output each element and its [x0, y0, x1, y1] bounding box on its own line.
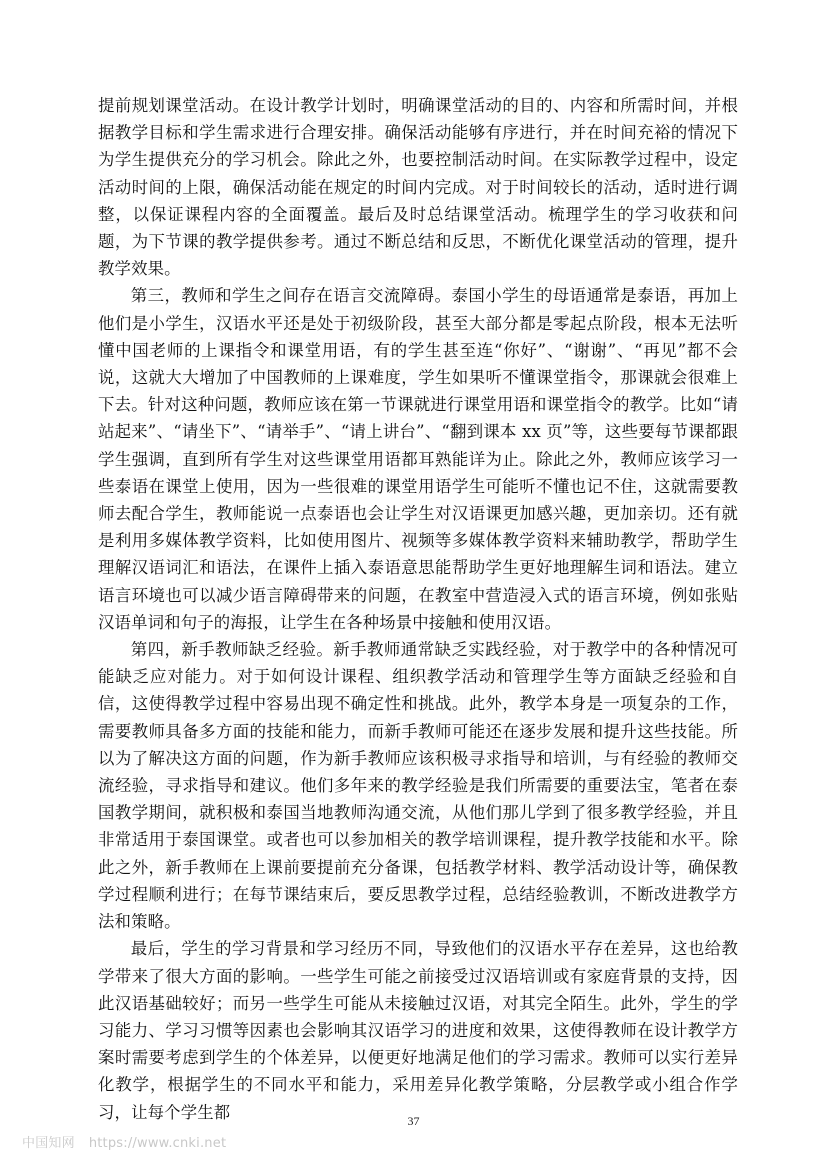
- page-number: 37: [407, 1114, 420, 1128]
- paragraph-4: 最后，学生的学习背景和学习经历不同，导致他们的汉语水平存在差异，这也给教学带来了很大方面的影响。一些学生可能之前接受过汉语培训或有家庭背景的支持，因此汉语基础较好；而另一些学生可能从未接触过汉语，对其完全陌生。此外，学生的学习能力、学习习惯等因素也会影响其汉语学习的进度和效果，这使得教师在设计教学方案时需要考虑到学生的个体差异，以便更好地满足他们的学习需求。教师可以实行差异化教学，根据学生的不同水平和能力，采用差异化教学策略，分层教学或小组合作学习，让每个学生都: [98, 939, 738, 1122]
- paragraph-1: 提前规划课堂活动。在设计教学计划时，明确课堂活动的目的、内容和所需时间，并根据教学目标和学生需求进行合理安排。确保活动能够有序进行，并在时间充裕的情况下为学生提供充分的学习机会。除此之外，也要控制活动时间。在实际教学过程中，设定活动时间的上限，确保活动能在规定的时间内完成。对于时间较长的活动，适时进行调整，以保证课程内容的全面覆盖。最后及时总结课堂活动。梳理学生的学习收获和问题，为下节课的教学提供参考。通过不断总结和反思，不断优化课堂活动的管理，提升教学效果。: [98, 96, 738, 279]
- watermark: [22, 1132, 226, 1151]
- body-text: [98, 92, 738, 1126]
- watermark-url: https://www.cnki.net: [88, 1136, 227, 1151]
- paragraph-3: 第四，新手教师缺乏经验。新手教师通常缺乏实践经验，对于教学中的各种情况可能缺乏应对能力。对于如何设计课程、组织教学活动和管理学生等方面缺乏经验和自信，这使得教学过程中容易出现不确定性和挑战。此外，教学本身是一项复杂的工作，需要教师具备多方面的技能和能力，而新手教师可能还在逐步发展和提升这些技能。所以为了解决这方面的问题，作为新手教师应该积极寻求指导和培训，与有经验的教师交流经验，寻求指导和建议。他们多年来的教学经验是我们所需要的重要法宝，笔者在泰国教学期间，就积极和泰国当地教师沟通交流，从他们那儿学到了很多教学经验，并且非常适用于泰国课堂。或者也可以参加相关的教学培训课程，提升教学技能和水平。除此之外，新手教师在上课前要提前充分备课，包括教学材料、教学活动设计等，确保教学过程顺利进行；在每节课结束后，要反思教学过程，总结经验教训，不断改进教学方法和策略。: [98, 640, 738, 932]
- watermark-brand: 中国知网: [22, 1136, 75, 1151]
- paragraph-2: 第三，教师和学生之间存在语言交流障碍。泰国小学生的母语通常是泰语，再加上他们是小学生，汉语水平还是处于初级阶段，甚至大部分都是零起点阶段，根本无法听懂中国老师的上课指令和课堂用语，有的学生甚至连“你好”、“谢谢”、“再见”都不会说，这就大大增加了中国教师的上课难度，学生如果听不懂课堂指令，那课就会很难上下去。针对这种问题，教师应该在第一节课就进行课堂用语和课堂指令的教学。比如“请站起来”、“请坐下”、“请举手”、“请上讲台”、“翻到课本 xx 页”等，这些要每节课都跟学生强调，直到所有学生对这些课堂用语都耳熟能详为止。除此之外，教师应该学习一些泰语在课堂上使用，因为一些很难的课堂用语学生可能听不懂也记不住，这就需要教师去配合学生，教师能说一点泰语也会让学生对汉语课更加感兴趣，更加亲切。还有就是利用多媒体教学资料，比如使用图片、视频等多媒体教学资料来辅助教学，帮助学生理解汉语词汇和语法，在课件上插入泰语意思能帮助学生更好地理解生词和语法。建立语言环境也可以减少语言障碍带来的问题，在教室中营造浸入式的语言环境，例如张贴汉语单词和句子的海报，让学生在各种场景中接触和使用汉语。: [98, 286, 738, 632]
